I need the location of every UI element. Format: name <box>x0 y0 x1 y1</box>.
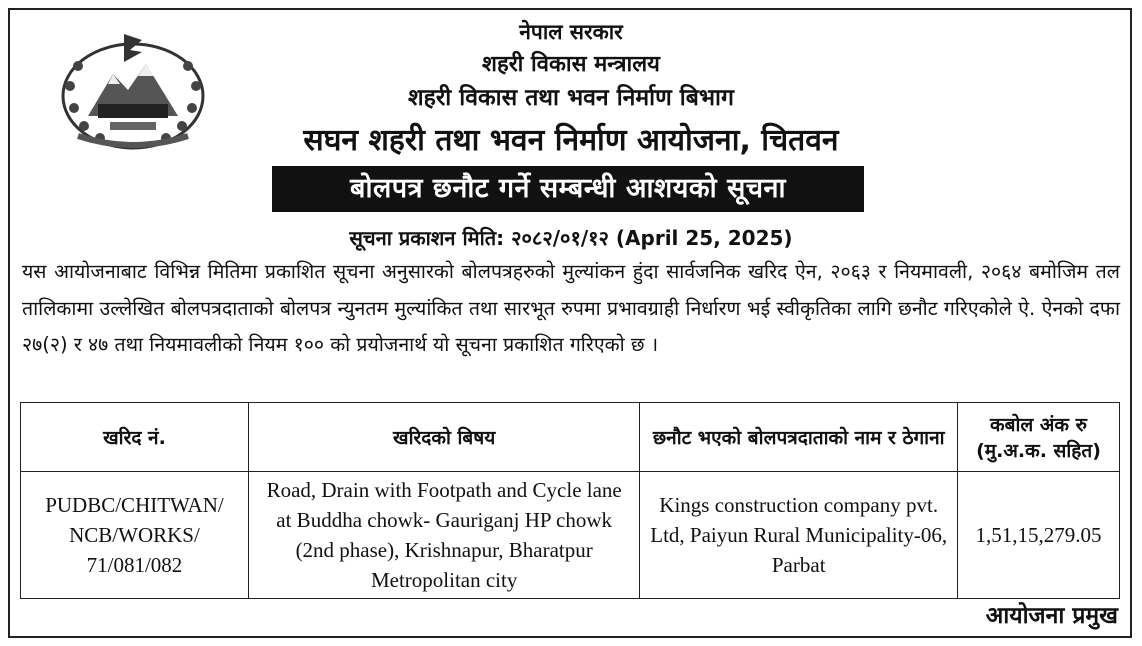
award-table <box>20 402 1120 599</box>
cell-amount: 1,51,15,279.05 <box>958 472 1120 599</box>
cell-procurement-no: PUDBC/CHITWAN/ NCB/WORKS/ 71/081/082 <box>21 472 249 599</box>
signature-project-chief: आयोजना प्रमुख <box>985 603 1118 629</box>
header-department: शहरी विकास तथा भवन निर्माण बिभाग <box>408 85 734 111</box>
header-bidder: छनौट भएको बोलपत्रदाताको नाम र ठेगाना <box>640 403 958 472</box>
notice-title-banner: बोलपत्र छनौट गर्ने सम्बन्धी आशयको सूचना <box>272 166 864 212</box>
notice-body-paragraph: यस आयोजनाबाट विभिन्न मितिमा प्रकाशित सूचना अनुसारको बोलपत्रहरुको मुल्यांकन हुंदा सार्वजनिक खरिद ऐन, २०६३ र नियमावली, २०६४ बमोजिम तल तालिकामा उल्लेखित बोलपत्रदाताको बोलपत्र न्युनतम मुल्यांकित तथा सारभूत रुपमा प्रभावग्राही निर्धारण भई स्वीकृतिका लागि छनौट गरिएकोले ऐ. ऐनको दफा २७(२) र ४७ तथा नियमावलीको नियम १०० को प्रयोजनार्थ यो सूचना प्रकाशित गरिएको छ । <box>22 260 1120 356</box>
header-project: सघन शहरी तथा भवन निर्माण आयोजना, चितवन <box>303 123 839 158</box>
cell-subject: Road, Drain with Footpath and Cycle lane at Buddha chowk- Gauriganj HP chowk (2nd phase), Krishnapur, Bharatpur Metropolitan city <box>248 472 639 599</box>
cell-bidder: Kings construction company pvt. Ltd, Paiyun Rural Municipality-06, Parbat <box>640 472 958 599</box>
header-amount: कबोल अंक रु (मु.अ.क. सहित) <box>958 403 1120 472</box>
header-subject: खरिदको बिषय <box>248 403 639 472</box>
table-header-row <box>21 403 1120 472</box>
header-ministry: शहरी विकास मन्त्रालय <box>482 52 660 77</box>
table-row <box>21 472 1120 599</box>
header-procurement-no: खरिद नं. <box>21 403 249 472</box>
header-government: नेपाल सरकार <box>519 20 623 44</box>
publication-date: सूचना प्रकाशन मिति: २०८२/०१/१२ (April 25, 2025) <box>349 226 793 250</box>
